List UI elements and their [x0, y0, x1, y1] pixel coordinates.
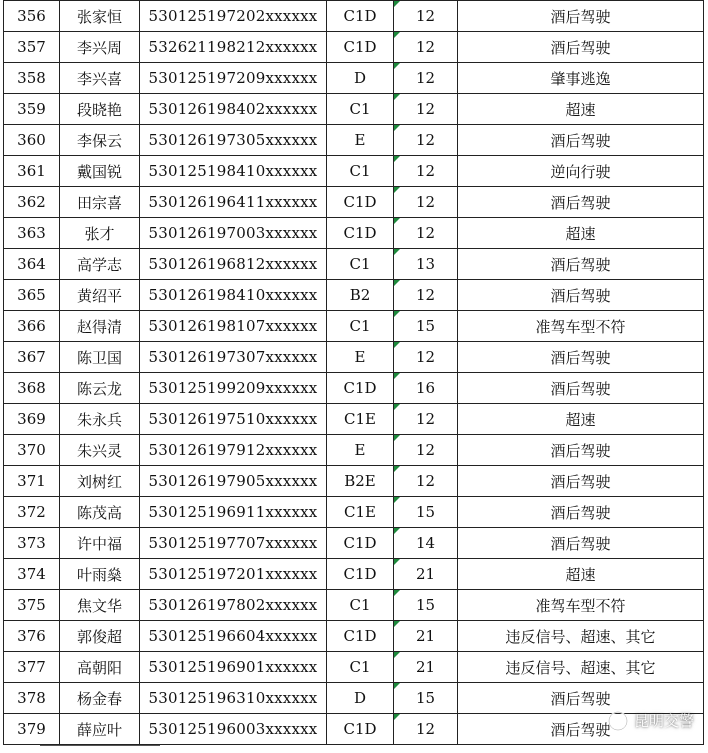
- violation-type-cell[interactable]: 超速: [458, 218, 704, 249]
- row-number-cell[interactable]: 377: [4, 652, 60, 683]
- id-number-cell[interactable]: 530126197912xxxxxx: [140, 435, 327, 466]
- row-number-cell[interactable]: 359: [4, 94, 60, 125]
- id-number-cell[interactable]: 532621198212xxxxxx: [140, 32, 327, 63]
- violation-type-cell[interactable]: 酒后驾驶: [458, 125, 704, 156]
- table-row: [4, 32, 704, 63]
- license-class-cell[interactable]: C1E: [327, 404, 394, 435]
- driver-name-cell[interactable]: 张才: [60, 218, 140, 249]
- row-number-cell[interactable]: 358: [4, 63, 60, 94]
- license-class-cell[interactable]: E: [327, 435, 394, 466]
- id-number-cell[interactable]: 530125197202xxxxxx: [140, 1, 327, 32]
- table-row: [4, 280, 704, 311]
- driver-name-cell[interactable]: 张家恒: [60, 1, 140, 32]
- table-row: [4, 559, 704, 590]
- row-number-cell[interactable]: 367: [4, 342, 60, 373]
- license-class-cell[interactable]: C1E: [327, 497, 394, 528]
- license-class-cell[interactable]: E: [327, 125, 394, 156]
- driver-name-cell[interactable]: 陈云龙: [60, 373, 140, 404]
- points-deducted-cell[interactable]: 21: [394, 559, 458, 590]
- driver-name-cell[interactable]: 田宗喜: [60, 187, 140, 218]
- table-row: [4, 187, 704, 218]
- sheet-bottom-edge: [40, 745, 160, 753]
- driver-name-cell[interactable]: 高朝阳: [60, 652, 140, 683]
- id-number-cell[interactable]: 530126197510xxxxxx: [140, 404, 327, 435]
- points-deducted-cell[interactable]: 12: [394, 63, 458, 94]
- violation-type-cell[interactable]: 准驾车型不符: [458, 590, 704, 621]
- license-class-cell[interactable]: C1: [327, 652, 394, 683]
- points-deducted-cell[interactable]: 12: [394, 156, 458, 187]
- id-number-cell[interactable]: 530125196310xxxxxx: [140, 683, 327, 714]
- points-deducted-cell[interactable]: 12: [394, 1, 458, 32]
- license-class-cell[interactable]: B2: [327, 280, 394, 311]
- id-number-cell[interactable]: 530125197209xxxxxx: [140, 63, 327, 94]
- driver-name-cell[interactable]: 刘树红: [60, 466, 140, 497]
- points-deducted-cell[interactable]: 12: [394, 404, 458, 435]
- row-number-cell[interactable]: 366: [4, 311, 60, 342]
- table-row: [4, 125, 704, 156]
- row-number-cell[interactable]: 363: [4, 218, 60, 249]
- points-deducted-cell[interactable]: 12: [394, 342, 458, 373]
- license-class-cell[interactable]: C1: [327, 156, 394, 187]
- driver-name-cell[interactable]: 焦文华: [60, 590, 140, 621]
- violation-type-cell[interactable]: 超速: [458, 404, 704, 435]
- driver-name-cell[interactable]: 李兴喜: [60, 63, 140, 94]
- license-class-cell[interactable]: D: [327, 63, 394, 94]
- table-row: [4, 63, 704, 94]
- table-row: [4, 311, 704, 342]
- violation-type-cell[interactable]: 酒后驾驶: [458, 466, 704, 497]
- table-row: [4, 621, 704, 652]
- violation-type-cell[interactable]: 酒后驾驶: [458, 683, 704, 714]
- points-deducted-cell[interactable]: 12: [394, 218, 458, 249]
- points-deducted-cell[interactable]: 21: [394, 652, 458, 683]
- table-row: [4, 466, 704, 497]
- row-number-cell[interactable]: 376: [4, 621, 60, 652]
- points-deducted-cell[interactable]: 12: [394, 125, 458, 156]
- row-number-cell[interactable]: 365: [4, 280, 60, 311]
- row-number-cell[interactable]: 370: [4, 435, 60, 466]
- id-number-cell[interactable]: 530126196411xxxxxx: [140, 187, 327, 218]
- license-class-cell[interactable]: C1D: [327, 187, 394, 218]
- violation-type-cell[interactable]: 超速: [458, 559, 704, 590]
- license-class-cell[interactable]: C1D: [327, 559, 394, 590]
- row-number-cell[interactable]: 374: [4, 559, 60, 590]
- row-number-cell[interactable]: 368: [4, 373, 60, 404]
- license-class-cell[interactable]: C1D: [327, 621, 394, 652]
- driver-name-cell[interactable]: 陈卫国: [60, 342, 140, 373]
- license-class-cell[interactable]: C1D: [327, 373, 394, 404]
- violation-type-cell[interactable]: 逆向行驶: [458, 156, 704, 187]
- id-number-cell[interactable]: 530126197305xxxxxx: [140, 125, 327, 156]
- row-number-cell[interactable]: 364: [4, 249, 60, 280]
- driver-name-cell[interactable]: 叶雨燊: [60, 559, 140, 590]
- table-row: [4, 528, 704, 559]
- driver-name-cell[interactable]: 薛应叶: [60, 714, 140, 745]
- driver-name-cell[interactable]: 朱永兵: [60, 404, 140, 435]
- points-deducted-cell[interactable]: 15: [394, 311, 458, 342]
- points-deducted-cell[interactable]: 12: [394, 280, 458, 311]
- table-row: [4, 404, 704, 435]
- id-number-cell[interactable]: 530125196901xxxxxx: [140, 652, 327, 683]
- driver-name-cell[interactable]: 杨金春: [60, 683, 140, 714]
- points-deducted-cell[interactable]: 12: [394, 466, 458, 497]
- table-row: [4, 714, 704, 745]
- table-row: [4, 342, 704, 373]
- violation-type-cell[interactable]: 酒后驾驶: [458, 714, 704, 745]
- violation-type-cell[interactable]: 准驾车型不符: [458, 311, 704, 342]
- license-class-cell[interactable]: C1D: [327, 1, 394, 32]
- table-row: [4, 218, 704, 249]
- id-number-cell[interactable]: 530126197307xxxxxx: [140, 342, 327, 373]
- driver-name-cell[interactable]: 赵得清: [60, 311, 140, 342]
- table-row: [4, 94, 704, 125]
- points-deducted-cell[interactable]: 12: [394, 435, 458, 466]
- row-number-cell[interactable]: 357: [4, 32, 60, 63]
- violation-type-cell[interactable]: 酒后驾驶: [458, 528, 704, 559]
- violation-type-cell[interactable]: 违反信号、超速、其它: [458, 652, 704, 683]
- points-deducted-cell[interactable]: 14: [394, 528, 458, 559]
- driver-name-cell[interactable]: 李兴周: [60, 32, 140, 63]
- license-class-cell[interactable]: C1D: [327, 528, 394, 559]
- license-class-cell[interactable]: B2E: [327, 466, 394, 497]
- table-row: [4, 373, 704, 404]
- id-number-cell[interactable]: 530125197201xxxxxx: [140, 559, 327, 590]
- id-number-cell[interactable]: 530126197802xxxxxx: [140, 590, 327, 621]
- table-row: [4, 249, 704, 280]
- id-number-cell[interactable]: 530126198402xxxxxx: [140, 94, 327, 125]
- row-number-cell[interactable]: 369: [4, 404, 60, 435]
- driver-name-cell[interactable]: 郭俊超: [60, 621, 140, 652]
- id-number-cell[interactable]: 530125197707xxxxxx: [140, 528, 327, 559]
- violation-type-cell[interactable]: 酒后驾驶: [458, 249, 704, 280]
- row-number-cell[interactable]: 360: [4, 125, 60, 156]
- violation-type-cell[interactable]: 酒后驾驶: [458, 435, 704, 466]
- points-deducted-cell[interactable]: 15: [394, 590, 458, 621]
- row-number-cell[interactable]: 356: [4, 1, 60, 32]
- driver-name-cell[interactable]: 许中福: [60, 528, 140, 559]
- row-number-cell[interactable]: 378: [4, 683, 60, 714]
- points-deducted-cell[interactable]: 12: [394, 94, 458, 125]
- table-body: [4, 1, 704, 745]
- id-number-cell[interactable]: 530126198107xxxxxx: [140, 311, 327, 342]
- violation-type-cell[interactable]: 违反信号、超速、其它: [458, 621, 704, 652]
- row-number-cell[interactable]: 375: [4, 590, 60, 621]
- violation-type-cell[interactable]: 酒后驾驶: [458, 497, 704, 528]
- license-class-cell[interactable]: C1: [327, 94, 394, 125]
- row-number-cell[interactable]: 371: [4, 466, 60, 497]
- violation-type-cell[interactable]: 酒后驾驶: [458, 373, 704, 404]
- id-number-cell[interactable]: 530126197003xxxxxx: [140, 218, 327, 249]
- table-row: [4, 435, 704, 466]
- license-class-cell[interactable]: C1: [327, 249, 394, 280]
- points-deducted-cell[interactable]: 12: [394, 32, 458, 63]
- driver-name-cell[interactable]: 陈茂高: [60, 497, 140, 528]
- driver-name-cell[interactable]: 戴国锐: [60, 156, 140, 187]
- license-class-cell[interactable]: E: [327, 342, 394, 373]
- id-number-cell[interactable]: 530126197905xxxxxx: [140, 466, 327, 497]
- points-deducted-cell[interactable]: 15: [394, 497, 458, 528]
- driver-name-cell[interactable]: 段晓艳: [60, 94, 140, 125]
- license-class-cell[interactable]: C1D: [327, 32, 394, 63]
- points-deducted-cell[interactable]: 12: [394, 714, 458, 745]
- driver-name-cell[interactable]: 高学志: [60, 249, 140, 280]
- table-row: [4, 590, 704, 621]
- violation-type-cell[interactable]: 超速: [458, 94, 704, 125]
- row-number-cell[interactable]: 373: [4, 528, 60, 559]
- driver-name-cell[interactable]: 李保云: [60, 125, 140, 156]
- points-deducted-cell[interactable]: 13: [394, 249, 458, 280]
- table-row: [4, 683, 704, 714]
- violation-type-cell[interactable]: 酒后驾驶: [458, 1, 704, 32]
- violation-type-cell[interactable]: 酒后驾驶: [458, 342, 704, 373]
- violation-table: [3, 0, 704, 745]
- license-class-cell[interactable]: C1D: [327, 218, 394, 249]
- license-class-cell[interactable]: D: [327, 683, 394, 714]
- row-number-cell[interactable]: 361: [4, 156, 60, 187]
- violation-type-cell[interactable]: 肇事逃逸: [458, 63, 704, 94]
- table-row: [4, 1, 704, 32]
- violation-type-cell[interactable]: 酒后驾驶: [458, 32, 704, 63]
- license-class-cell[interactable]: C1D: [327, 714, 394, 745]
- id-number-cell[interactable]: 530126196812xxxxxx: [140, 249, 327, 280]
- watermark: [608, 710, 694, 731]
- license-class-cell[interactable]: C1: [327, 311, 394, 342]
- watermark-text: 昆明交警: [633, 712, 694, 730]
- id-number-cell[interactable]: 530125199209xxxxxx: [140, 373, 327, 404]
- driver-name-cell[interactable]: 朱兴灵: [60, 435, 140, 466]
- table-row: [4, 497, 704, 528]
- points-deducted-cell[interactable]: 21: [394, 621, 458, 652]
- table-row: [4, 652, 704, 683]
- row-number-cell[interactable]: 379: [4, 714, 60, 745]
- violation-type-cell[interactable]: 酒后驾驶: [458, 187, 704, 218]
- points-deducted-cell[interactable]: 12: [394, 187, 458, 218]
- id-number-cell[interactable]: 530125196911xxxxxx: [140, 497, 327, 528]
- id-number-cell[interactable]: 530125196003xxxxxx: [140, 714, 327, 745]
- row-number-cell[interactable]: 372: [4, 497, 60, 528]
- license-class-cell[interactable]: C1: [327, 590, 394, 621]
- table-row: [4, 156, 704, 187]
- violation-type-cell[interactable]: 酒后驾驶: [458, 280, 704, 311]
- id-number-cell[interactable]: 530126198410xxxxxx: [140, 280, 327, 311]
- id-number-cell[interactable]: 530125196604xxxxxx: [140, 621, 327, 652]
- id-number-cell[interactable]: 530125198410xxxxxx: [140, 156, 327, 187]
- wechat-public-account-icon: [608, 711, 628, 731]
- driver-name-cell[interactable]: 黄绍平: [60, 280, 140, 311]
- row-number-cell[interactable]: 362: [4, 187, 60, 218]
- points-deducted-cell[interactable]: 15: [394, 683, 458, 714]
- points-deducted-cell[interactable]: 16: [394, 373, 458, 404]
